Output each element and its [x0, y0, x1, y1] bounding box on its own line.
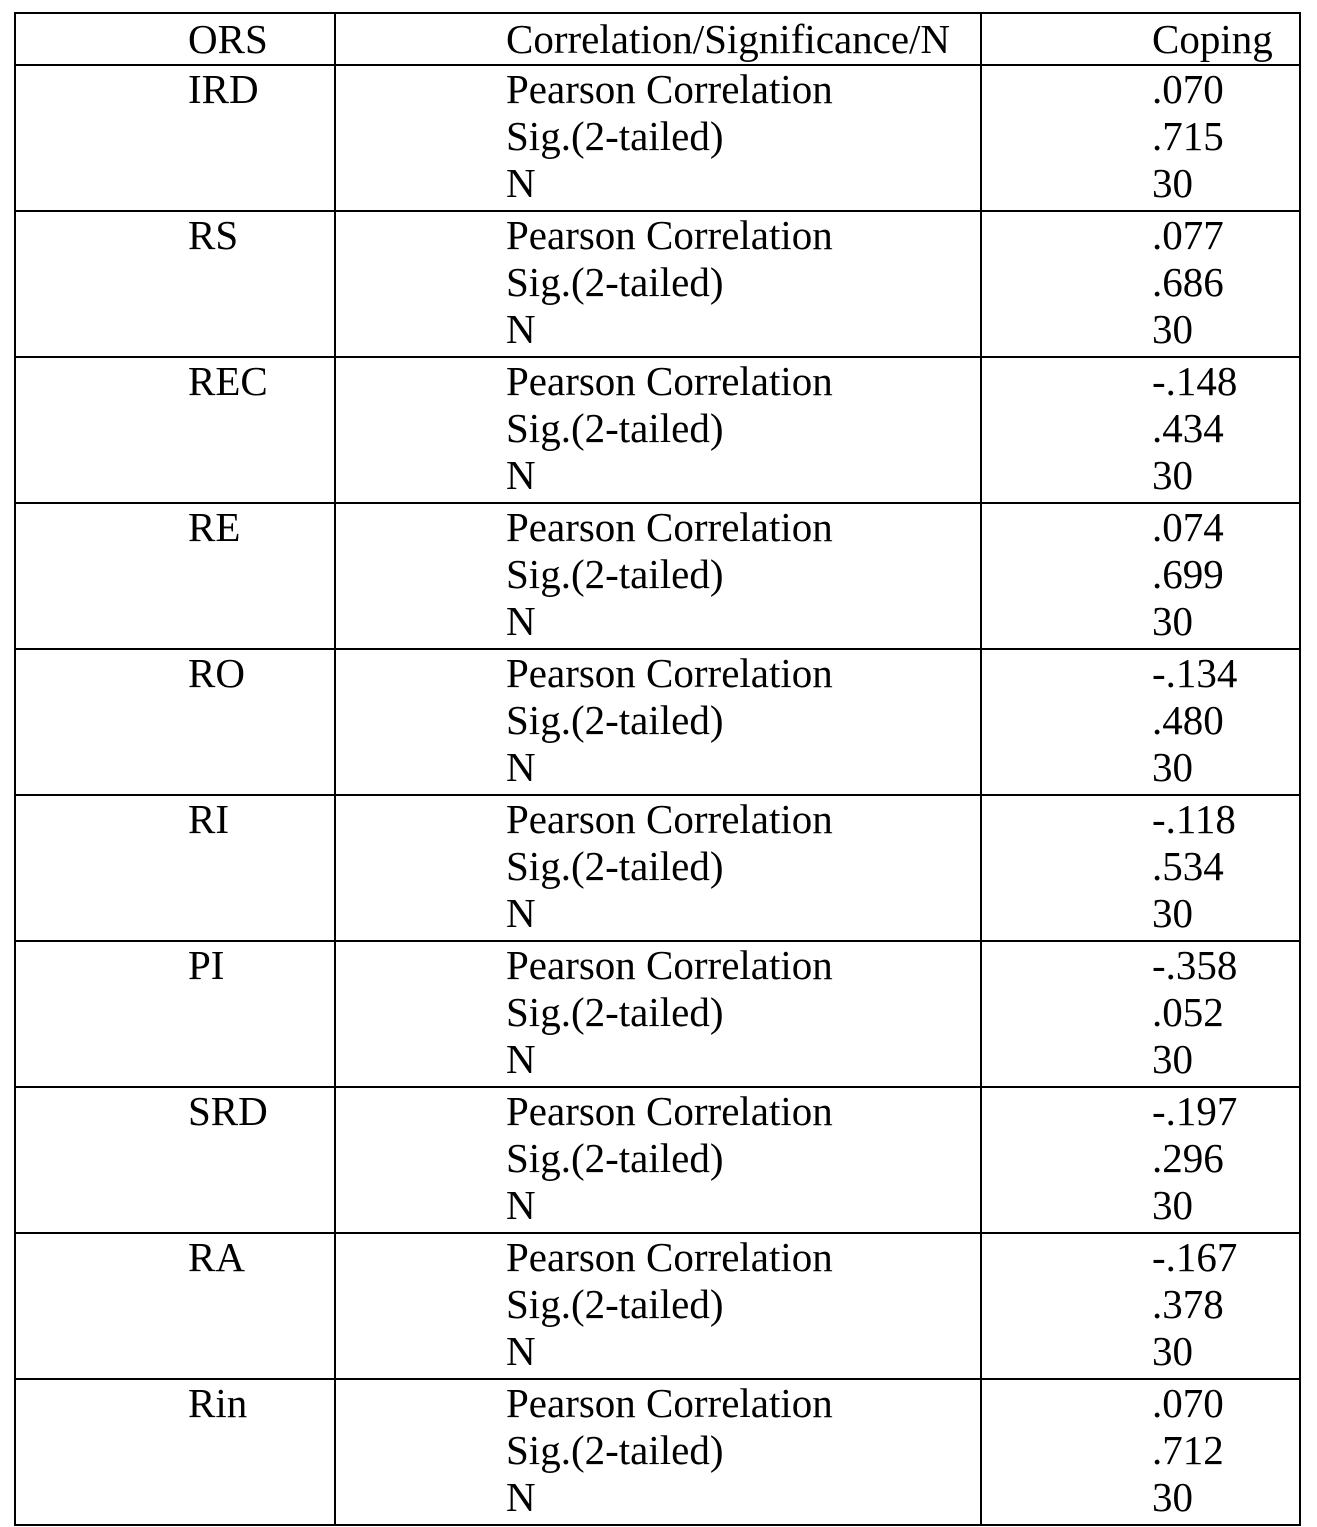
- coping-value: .480: [1152, 697, 1224, 743]
- coping-value: 30: [1152, 744, 1193, 790]
- ors-cell: PI: [15, 941, 335, 1087]
- coping-value: .070: [1152, 1380, 1224, 1426]
- coping-value: -.167: [1152, 1234, 1238, 1280]
- statistic-label: Pearson Correlation: [506, 1380, 833, 1426]
- table-body: [15, 65, 1300, 1525]
- statistic-label: Sig.(2-tailed): [506, 405, 724, 451]
- statistic-label: Pearson Correlation: [506, 212, 833, 258]
- statistic-label: N: [506, 1328, 536, 1374]
- coping-value: 30: [1152, 1474, 1193, 1520]
- coping-value: -.118: [1152, 796, 1236, 842]
- coping-value: .434: [1152, 405, 1224, 451]
- statistic-label: Sig.(2-tailed): [506, 1281, 724, 1327]
- coping-value: 30: [1152, 160, 1193, 206]
- ors-cell: RA: [15, 1233, 335, 1379]
- coping-value: 30: [1152, 306, 1193, 352]
- statistic-label: N: [506, 1474, 536, 1520]
- statistic-label: Sig.(2-tailed): [506, 113, 724, 159]
- coping-value: .296: [1152, 1135, 1224, 1181]
- table-row: [15, 1233, 1300, 1379]
- statistic-label: Sig.(2-tailed): [506, 259, 724, 305]
- statistic-label: Sig.(2-tailed): [506, 1427, 724, 1473]
- coping-cell: [981, 649, 1300, 795]
- ors-cell: RS: [15, 211, 335, 357]
- ors-cell: RE: [15, 503, 335, 649]
- statistic-label: N: [506, 160, 536, 206]
- statistic-cell: [335, 211, 981, 357]
- coping-value: -.148: [1152, 358, 1238, 404]
- coping-value: 30: [1152, 1182, 1193, 1228]
- statistic-label: N: [506, 306, 536, 352]
- coping-cell: [981, 211, 1300, 357]
- coping-cell: [981, 1379, 1300, 1525]
- coping-value: .534: [1152, 843, 1224, 889]
- statistic-label: Pearson Correlation: [506, 1234, 833, 1280]
- statistic-label: Pearson Correlation: [506, 66, 833, 112]
- coping-cell: [981, 941, 1300, 1087]
- statistic-label: Pearson Correlation: [506, 1088, 833, 1134]
- coping-value: 30: [1152, 598, 1193, 644]
- header-ors: ORS: [15, 13, 335, 65]
- table-row: [15, 649, 1300, 795]
- coping-value: .074: [1152, 504, 1224, 550]
- statistic-label: N: [506, 744, 536, 790]
- header-row: [15, 13, 1300, 65]
- table-row: [15, 1379, 1300, 1525]
- coping-value: -.134: [1152, 650, 1238, 696]
- statistic-cell: [335, 357, 981, 503]
- statistic-label: Pearson Correlation: [506, 942, 833, 988]
- statistic-cell: [335, 795, 981, 941]
- ors-cell: IRD: [15, 65, 335, 211]
- coping-value: .686: [1152, 259, 1224, 305]
- coping-value: 30: [1152, 890, 1193, 936]
- statistic-label: Sig.(2-tailed): [506, 551, 724, 597]
- coping-value: .070: [1152, 66, 1224, 112]
- table-row: [15, 1087, 1300, 1233]
- statistic-cell: [335, 941, 981, 1087]
- statistic-cell: [335, 1233, 981, 1379]
- table-row: [15, 503, 1300, 649]
- header-statistic: Correlation/Significance/N: [335, 13, 981, 65]
- coping-cell: [981, 503, 1300, 649]
- coping-value: -.197: [1152, 1088, 1238, 1134]
- statistic-label: N: [506, 1182, 536, 1228]
- statistic-label: Sig.(2-tailed): [506, 697, 724, 743]
- table-header: [15, 13, 1300, 65]
- coping-cell: [981, 1233, 1300, 1379]
- coping-value: 30: [1152, 1036, 1193, 1082]
- statistic-label: N: [506, 598, 536, 644]
- coping-value: .052: [1152, 989, 1224, 1035]
- statistic-label: Pearson Correlation: [506, 796, 833, 842]
- table-row: [15, 65, 1300, 211]
- statistic-cell: [335, 1379, 981, 1525]
- statistic-cell: [335, 503, 981, 649]
- statistic-label: Sig.(2-tailed): [506, 843, 724, 889]
- statistic-cell: [335, 1087, 981, 1233]
- statistic-label: Pearson Correlation: [506, 504, 833, 550]
- statistic-cell: [335, 649, 981, 795]
- table-row: [15, 795, 1300, 941]
- statistic-cell: [335, 65, 981, 211]
- coping-value: .715: [1152, 113, 1224, 159]
- coping-value: -.358: [1152, 942, 1238, 988]
- statistic-label: Pearson Correlation: [506, 650, 833, 696]
- coping-cell: [981, 1087, 1300, 1233]
- table-row: [15, 941, 1300, 1087]
- ors-cell: Rin: [15, 1379, 335, 1525]
- ors-cell: RO: [15, 649, 335, 795]
- coping-cell: [981, 795, 1300, 941]
- correlation-table: [14, 12, 1301, 1526]
- coping-value: .699: [1152, 551, 1224, 597]
- table-row: [15, 357, 1300, 503]
- coping-value: .712: [1152, 1427, 1224, 1473]
- coping-value: .378: [1152, 1281, 1224, 1327]
- statistic-label: Sig.(2-tailed): [506, 1135, 724, 1181]
- coping-cell: [981, 357, 1300, 503]
- ors-cell: REC: [15, 357, 335, 503]
- coping-cell: [981, 65, 1300, 211]
- statistic-label: N: [506, 452, 536, 498]
- statistic-label: Pearson Correlation: [506, 358, 833, 404]
- table-row: [15, 211, 1300, 357]
- coping-value: 30: [1152, 1328, 1193, 1374]
- coping-value: 30: [1152, 452, 1193, 498]
- header-coping: Coping: [981, 13, 1300, 65]
- coping-value: .077: [1152, 212, 1224, 258]
- statistic-label: Sig.(2-tailed): [506, 989, 724, 1035]
- ors-cell: RI: [15, 795, 335, 941]
- ors-cell: SRD: [15, 1087, 335, 1233]
- statistic-label: N: [506, 890, 536, 936]
- statistic-label: N: [506, 1036, 536, 1082]
